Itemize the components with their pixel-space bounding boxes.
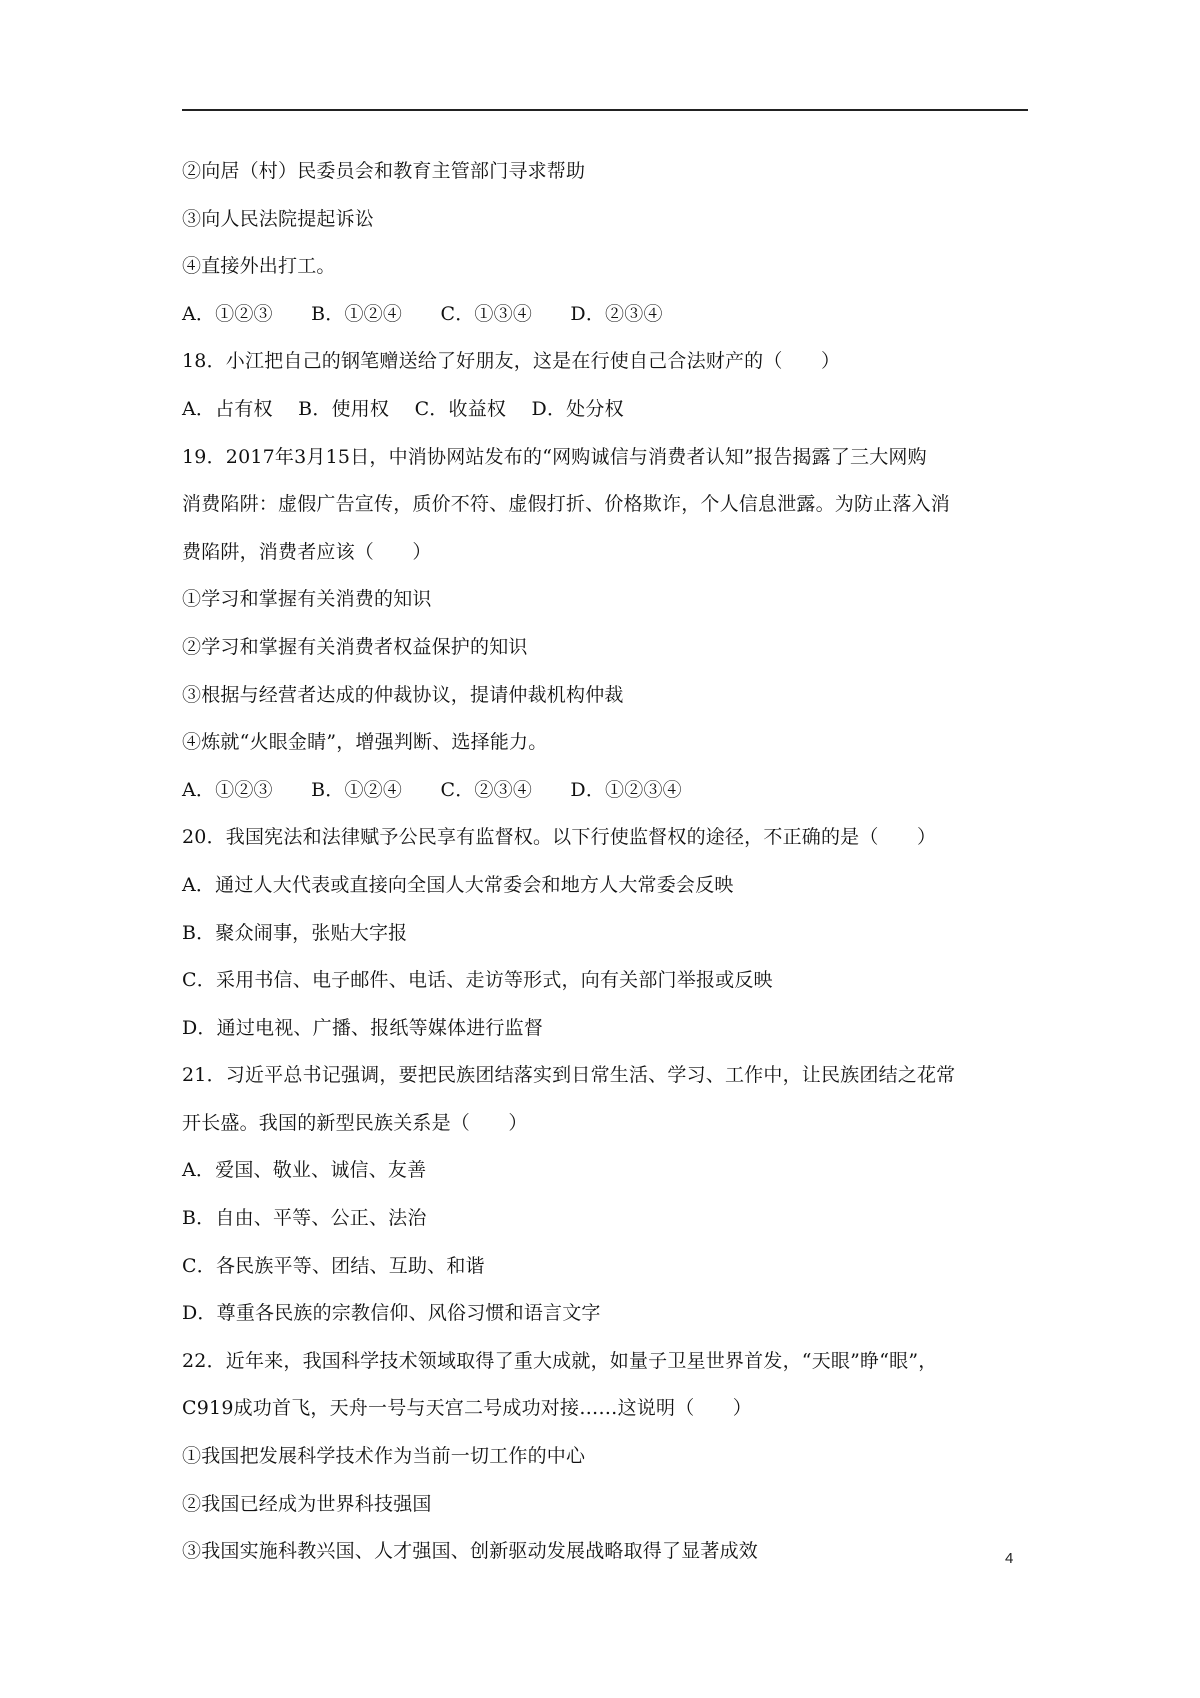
q19-option-1: ①学习和掌握有关消费的知识: [182, 588, 432, 611]
q21-choice-d: D．尊重各民族的宗教信仰、风俗习惯和语言文字: [182, 1302, 601, 1325]
q20-choice-d: D．通过电视、广播、报纸等媒体进行监督: [182, 1016, 544, 1039]
q22-option-1: ①我国把发展科学技术作为当前一切工作的中心: [182, 1445, 586, 1468]
q22-stem-line-2: C919成功首飞，天舟一号与天宫二号成功对接……这说明（ ）: [182, 1397, 753, 1420]
q19-option-4: ④炼就“火眼金睛”，增强判断、选择能力。: [182, 731, 548, 754]
q19-stem-line-3: 费陷阱，消费者应该（ ）: [182, 540, 432, 563]
q21-choice-a: A．爱国、敬业、诚信、友善: [182, 1159, 427, 1182]
q19-stem-line-2: 消费陷阱：虚假广告宣传，质价不符、虚假打折、价格欺诈，个人信息泄露。为防止落入消: [182, 493, 951, 516]
q19-stem-line-1: 19．2017年3月15日，中消协网站发布的“网购诚信与消费者认知”报告揭露了三大网购: [182, 445, 927, 468]
q22-option-2: ②我国已经成为世界科技强国: [182, 1492, 432, 1515]
q21-choice-b: B．自由、平等、公正、法治: [182, 1207, 427, 1230]
q18-stem: 18．小江把自己的钢笔赠送给了好朋友，这是在行使自己合法财产的（ ）: [182, 350, 841, 373]
option-line-2: ②向居（村）民委员会和教育主管部门寻求帮助: [182, 160, 586, 182]
q22-stem-line-1: 22．近年来，我国科学技术领域取得了重大成就，如量子卫星世界首发，“天眼”睁“眼”，: [182, 1349, 938, 1372]
q21-choice-c: C．各民族平等、团结、互助、和谐: [182, 1254, 485, 1277]
q17-answer-choices: A．①②③ B．①②④ C．①③④ D．②③④: [182, 302, 663, 325]
q19-answer-choices: A．①②③ B．①②④ C．②③④ D．①②③④: [182, 778, 682, 801]
q20-choice-c: C．采用书信、电子邮件、电话、走访等形式，向有关部门举报或反映: [182, 969, 773, 992]
q21-stem-line-2: 开长盛。我国的新型民族关系是（ ）: [182, 1111, 528, 1134]
option-line-3: ③向人民法院提起诉讼: [182, 207, 375, 230]
page-number: 4: [1005, 1550, 1014, 1567]
q20-choice-b: B．聚众闹事，张贴大字报: [182, 921, 408, 944]
document-body: [182, 148, 1028, 1576]
q20-choice-a: A．通过人大代表或直接向全国人大常委会和地方人大常委会反映: [182, 873, 734, 896]
header-rule: [182, 109, 1028, 111]
q19-option-2: ②学习和掌握有关消费者权益保护的知识: [182, 635, 528, 658]
q20-stem: 20．我国宪法和法律赋予公民享有监督权。以下行使监督权的途径，不正确的是（ ）: [182, 826, 937, 849]
q22-option-3: ③我国实施科教兴国、人才强国、创新驱动发展战略取得了显著成效: [182, 1540, 759, 1563]
option-line-4: ④直接外出打工。: [182, 255, 336, 278]
q18-answer-choices: A．占有权 B．使用权 C．收益权 D．处分权: [182, 397, 624, 420]
q19-option-3: ③根据与经营者达成的仲裁协议，提请仲裁机构仲裁: [182, 683, 624, 706]
q21-stem-line-1: 21．习近平总书记强调，要把民族团结落实到日常生活、学习、工作中，让民族团结之花常: [182, 1064, 956, 1087]
